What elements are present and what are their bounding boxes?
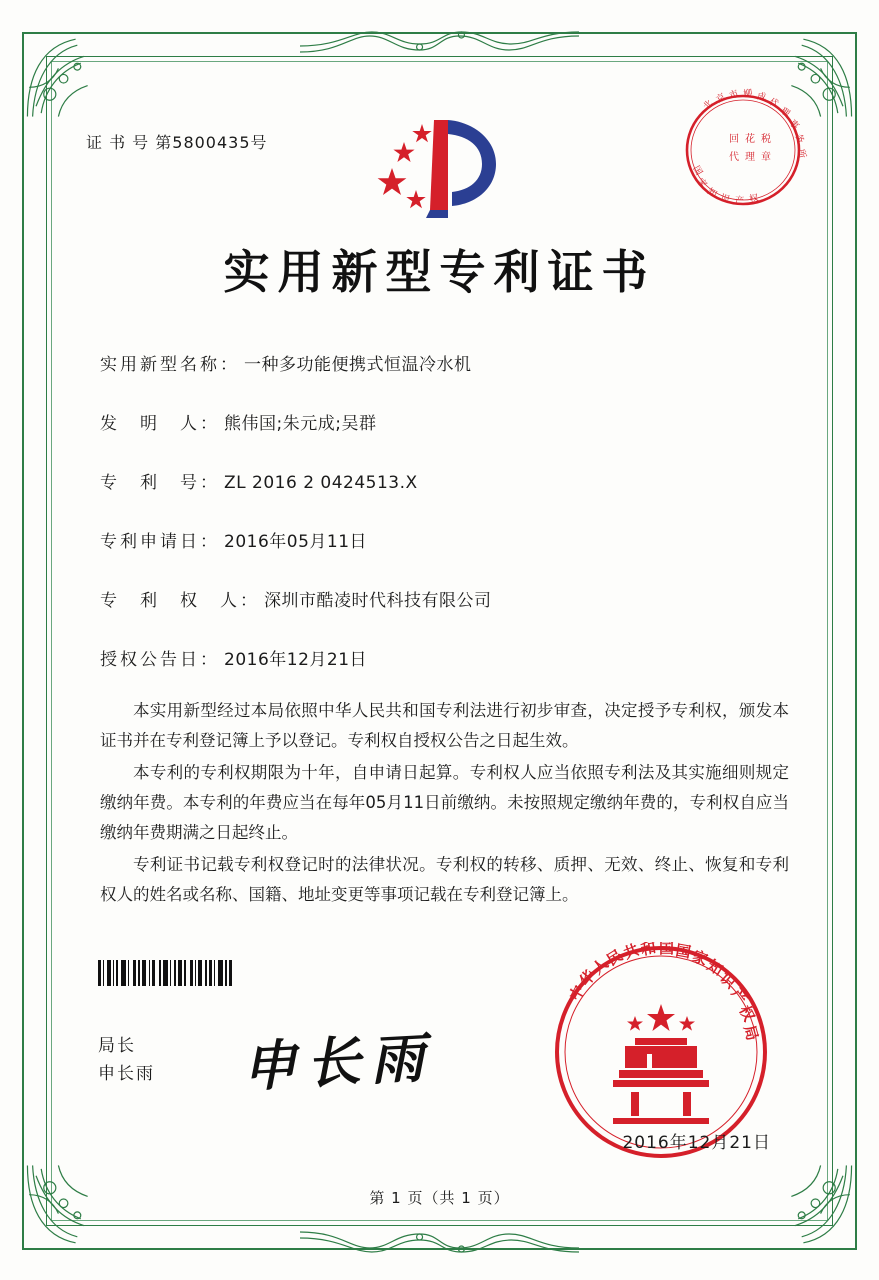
- svg-text:家: 家: [694, 177, 709, 191]
- svg-text:柳: 柳: [742, 88, 754, 100]
- signatory-name: 申长雨: [98, 1064, 155, 1084]
- svg-text:京: 京: [714, 92, 729, 106]
- legal-paragraph: 本专利的专利权期限为十年，自申请日起算。专利权人应当依照专利法及其实施细则规定缴纳年费。本专利的年费应当在每年05月11日前缴纳。未按照规定缴纳年费的，专利权自应当缴纳年费期满之日起终止。: [100, 763, 789, 842]
- svg-text:权: 权: [735, 1002, 759, 1025]
- signature-block: [98, 1032, 155, 1088]
- svg-text:务: 务: [792, 132, 806, 146]
- field-value: 2016年05月11日: [224, 532, 368, 552]
- field-value: 一种多功能便携式恒温冷水机: [244, 355, 472, 375]
- svg-text:人: 人: [588, 954, 612, 978]
- svg-text:代: 代: [729, 152, 739, 163]
- svg-text:理: 理: [778, 106, 792, 120]
- field-row: [100, 350, 797, 375]
- signatory-role: 局长: [98, 1036, 136, 1056]
- svg-text:华: 华: [575, 966, 600, 990]
- svg-text:理: 理: [745, 152, 755, 163]
- svg-text:共: 共: [620, 942, 642, 963]
- svg-text:局: 局: [740, 1023, 762, 1043]
- svg-text:北: 北: [701, 98, 716, 113]
- agency-stamp-icon: [673, 88, 813, 218]
- field-row: [100, 409, 797, 434]
- svg-text:国: 国: [674, 942, 693, 962]
- field-label: 专 利 号：: [100, 473, 220, 493]
- handwritten-signature: 申长雨: [240, 1025, 436, 1099]
- field-row: [100, 645, 797, 670]
- svg-text:产: 产: [727, 984, 752, 1008]
- legal-paragraph: 本实用新型经过本局依照中华人民共和国专利法进行初步审查，决定授予专利权，颁发本证书并在专利登记簿上予以登记。专利权自授权公告之日起生效。: [100, 701, 789, 750]
- svg-text:回: 回: [729, 134, 739, 145]
- field-label: 专利申请日：: [100, 532, 220, 552]
- svg-text:国: 国: [659, 942, 675, 957]
- svg-text:事: 事: [786, 118, 801, 132]
- svg-text:和: 和: [639, 942, 658, 959]
- svg-text:知: 知: [703, 956, 727, 980]
- field-row: [100, 468, 797, 493]
- top-edge-ornament-icon: [300, 30, 579, 56]
- svg-text:家: 家: [689, 946, 711, 970]
- svg-text:章: 章: [761, 152, 771, 163]
- page-title: 实用新型专利证书: [223, 245, 656, 299]
- svg-text:产: 产: [734, 196, 745, 207]
- field-label: 专 利 权 人：: [100, 591, 260, 611]
- svg-text:所: 所: [795, 148, 807, 160]
- legal-paragraph: 专利证书记载专利权登记时的法律状况。专利权的转移、质押、无效、终止、恢复和专利权人的姓名或名称、国籍、地址变更等事项记载在专利登记簿上。: [100, 855, 789, 904]
- field-row: [100, 586, 797, 611]
- svg-text:权: 权: [748, 193, 760, 205]
- legal-text: [100, 696, 789, 912]
- field-list: [100, 350, 797, 704]
- field-value: 深圳市酷凌时代科技有限公司: [264, 591, 492, 611]
- field-label: 发 明 人：: [100, 414, 220, 434]
- issue-date: 2016年12月21日: [622, 1133, 771, 1153]
- field-value: 2016年12月21日: [224, 650, 368, 670]
- field-label: 实用新型名称：: [100, 355, 240, 375]
- field-label: 授权公告日：: [100, 650, 220, 670]
- svg-text:成: 成: [756, 92, 767, 103]
- svg-text:国: 国: [690, 164, 704, 178]
- field-value: 熊伟国;朱元成;吴群: [224, 414, 377, 434]
- svg-text:花: 花: [745, 134, 755, 145]
- svg-text:中: 中: [565, 982, 589, 1004]
- svg-text:知: 知: [705, 186, 719, 201]
- svg-text:识: 识: [719, 193, 731, 206]
- bottom-edge-ornament-icon: [300, 1228, 579, 1254]
- svg-text:民: 民: [603, 946, 626, 970]
- svg-text:识: 识: [716, 968, 740, 993]
- svg-text:市: 市: [728, 88, 741, 102]
- barcode-icon: [98, 960, 278, 986]
- field-value: ZL 2016 2 0424513.X: [224, 473, 418, 493]
- svg-text:代: 代: [767, 97, 780, 110]
- patent-office-logo-icon: [370, 106, 510, 226]
- certificate-content: [72, 88, 807, 1207]
- certificate-number: 证 书 号 第5800435号: [86, 133, 268, 152]
- field-row: [100, 527, 797, 552]
- svg-text:税: 税: [761, 134, 771, 145]
- page-number: 第 1 页（共 1 页）: [369, 1189, 510, 1207]
